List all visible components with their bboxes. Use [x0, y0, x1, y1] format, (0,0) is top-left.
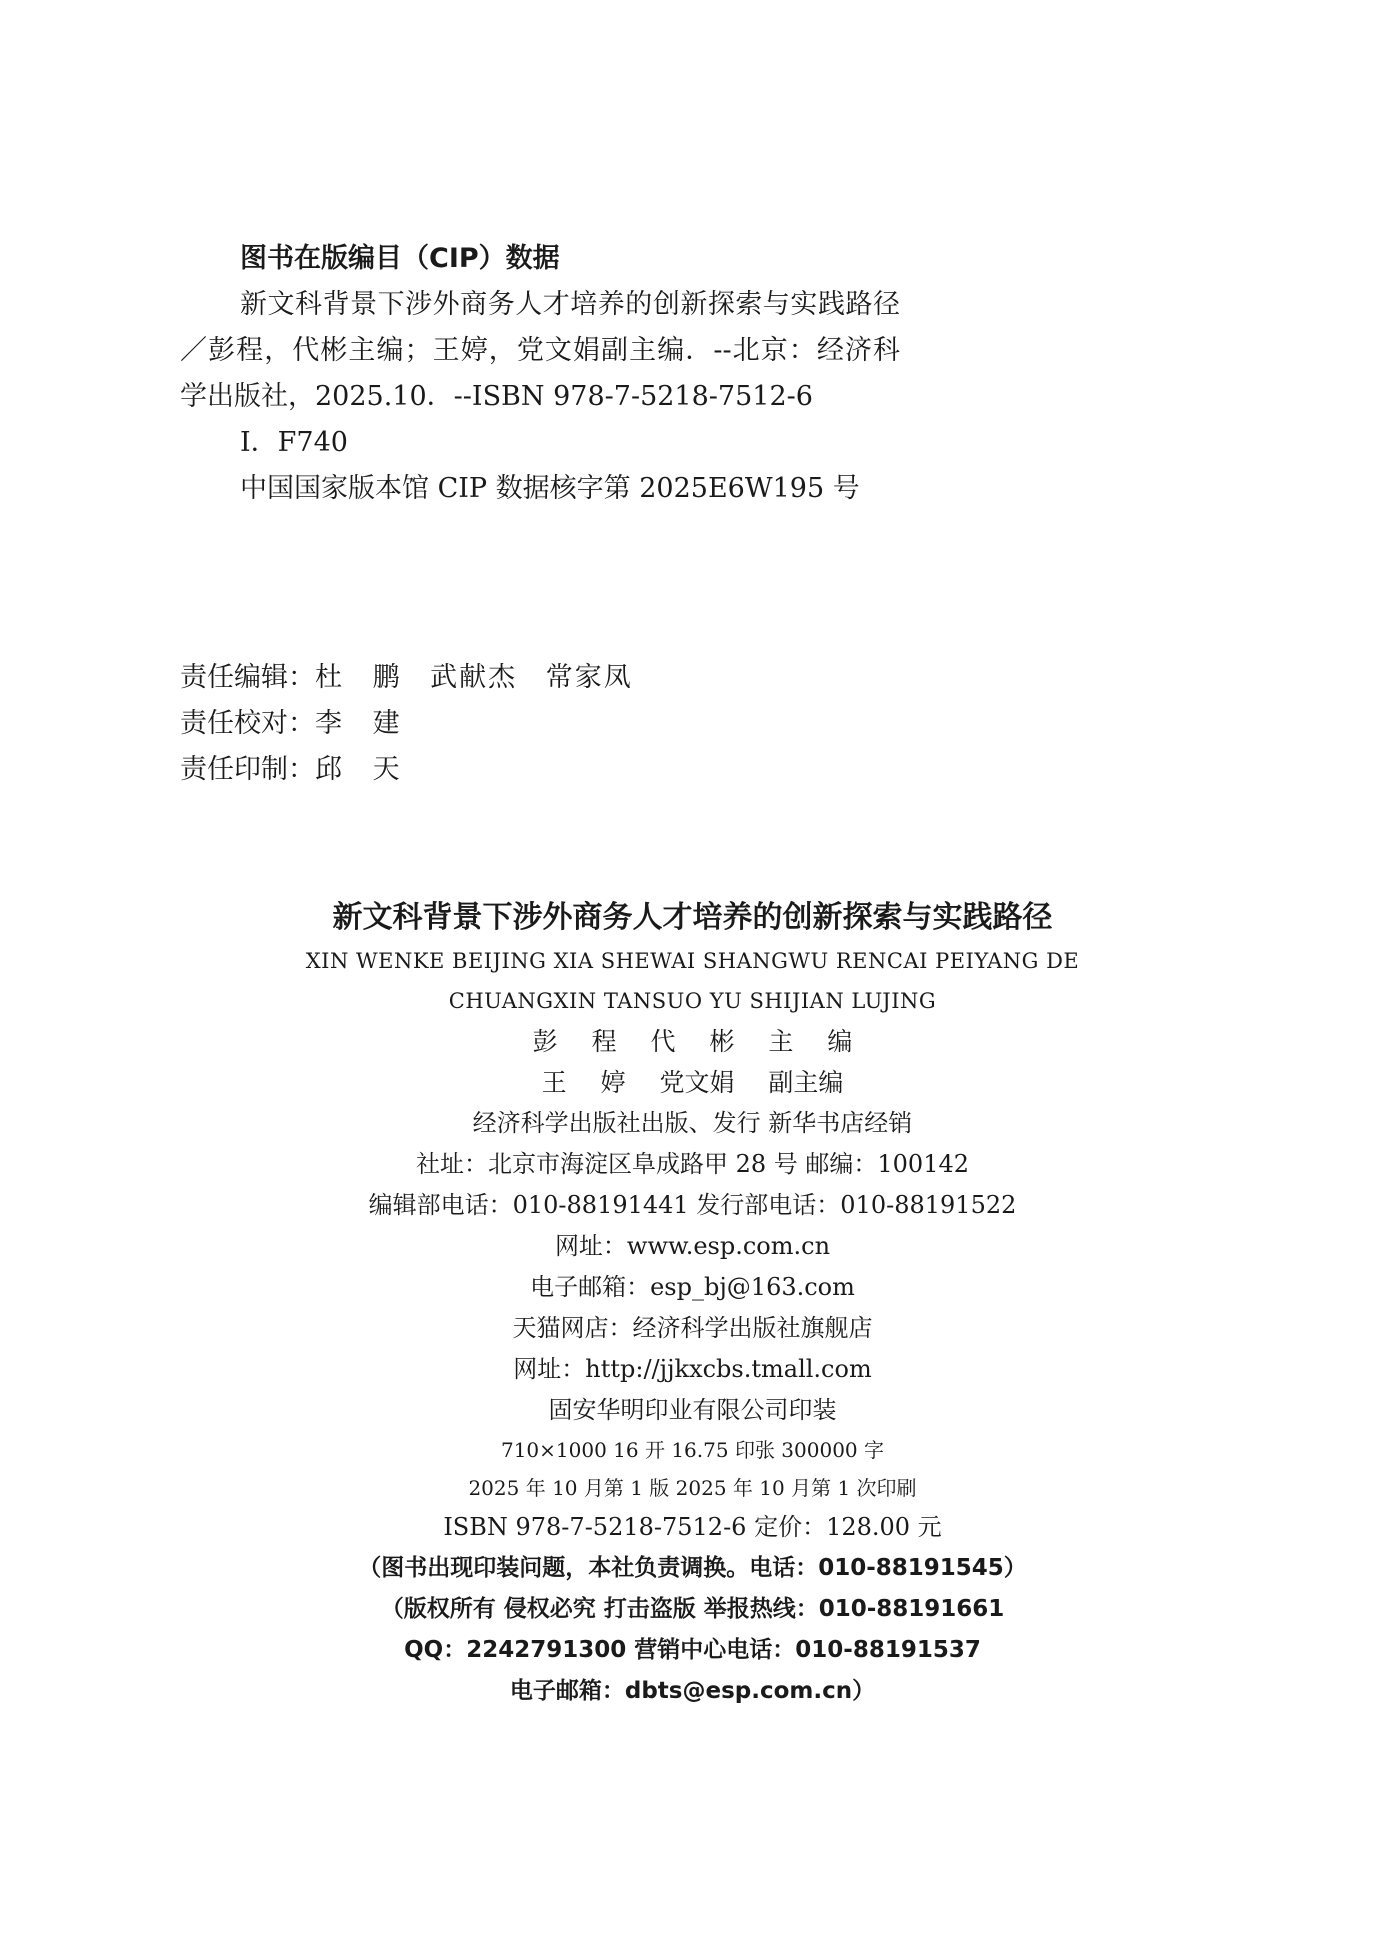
responsibility-label: 责任印制：: [180, 754, 315, 785]
publisher-line: 经济科学出版社出版、发行 新华书店经销: [472, 1109, 913, 1137]
responsibility-row-printing: [180, 747, 633, 793]
publisher-phones: 编辑部电话：010-88191441 发行部电话：010-88191522: [368, 1191, 1017, 1219]
contact-qq-line: QQ：2242791300 营销中心电话：010-88191537: [404, 1637, 981, 1663]
responsibility-block: [180, 655, 633, 793]
responsibility-label: 责任编辑：: [180, 662, 315, 693]
chief-editors: 彭 程 代 彬 主 编: [532, 1027, 853, 1056]
copyright-notice: （版权所有 侵权必究 打击盗版 举报热线：010-88191661: [380, 1596, 1005, 1622]
publisher-email: 电子邮箱：esp_bj@163.com: [530, 1273, 855, 1301]
edition-info: 2025 年 10 月第 1 版 2025 年 10 月第 1 次印刷: [468, 1476, 917, 1500]
responsibility-row-proofreader: [180, 701, 633, 747]
cip-heading: 图书在版编目（CIP）数据: [240, 243, 560, 274]
printer-line: 固安华明印业有限公司印装: [548, 1396, 837, 1424]
responsibility-row-editor: [180, 655, 633, 701]
book-title-pinyin-line-2: CHUANGXIN TANSUO YU SHIJIAN LUJING: [448, 989, 937, 1013]
deputy-editors: 王 婷 党文娟 副主编: [541, 1068, 844, 1097]
responsibility-names: 邱 天: [315, 754, 402, 785]
contact-email-line: 电子邮箱：dbts@esp.com.cn）: [509, 1678, 876, 1704]
cip-bibliographic-entry: 新文科背景下涉外商务人才培养的创新探索与实践路径／彭程，代彬主编；王婷，党文娟副主编．--北京：经济科学出版社，2025.10．--ISBN 978-7-5218-7512-6: [180, 289, 900, 412]
book-format: 710×1000 16 开 16.75 印张 300000 字: [500, 1438, 885, 1462]
responsibility-names: 李 建: [315, 708, 402, 739]
responsibility-names: 杜 鹏 武献杰 常家凤: [315, 662, 633, 693]
tmall-store: 天猫网店：经济科学出版社旗舰店: [512, 1314, 873, 1342]
cip-data-block: [180, 236, 900, 512]
book-title: 新文科背景下涉外商务人才培养的创新探索与实践路径: [332, 900, 1053, 935]
publisher-website: 网址：www.esp.com.cn: [554, 1232, 831, 1260]
print-defect-notice: （图书出现印装问题，本社负责调换。电话：010-88191545）: [358, 1555, 1027, 1581]
tmall-url: 网址：http://jjkxcbs.tmall.com: [513, 1355, 872, 1383]
responsibility-label: 责任校对：: [180, 708, 315, 739]
cip-classification: Ⅰ．F740: [240, 427, 348, 458]
colophon-block: [0, 895, 1385, 1712]
isbn-price: ISBN 978-7-5218-7512-6 定价：128.00 元: [443, 1513, 942, 1541]
publisher-address: 社址：北京市海淀区阜成路甲 28 号 邮编：100142: [415, 1150, 970, 1178]
cip-record-number: 中国国家版本馆 CIP 数据核字第 2025E6W195 号: [240, 473, 860, 504]
book-title-pinyin-line-1: XIN WENKE BEIJING XIA SHEWAI SHANGWU RENCAI PEIYANG DE: [305, 949, 1080, 973]
